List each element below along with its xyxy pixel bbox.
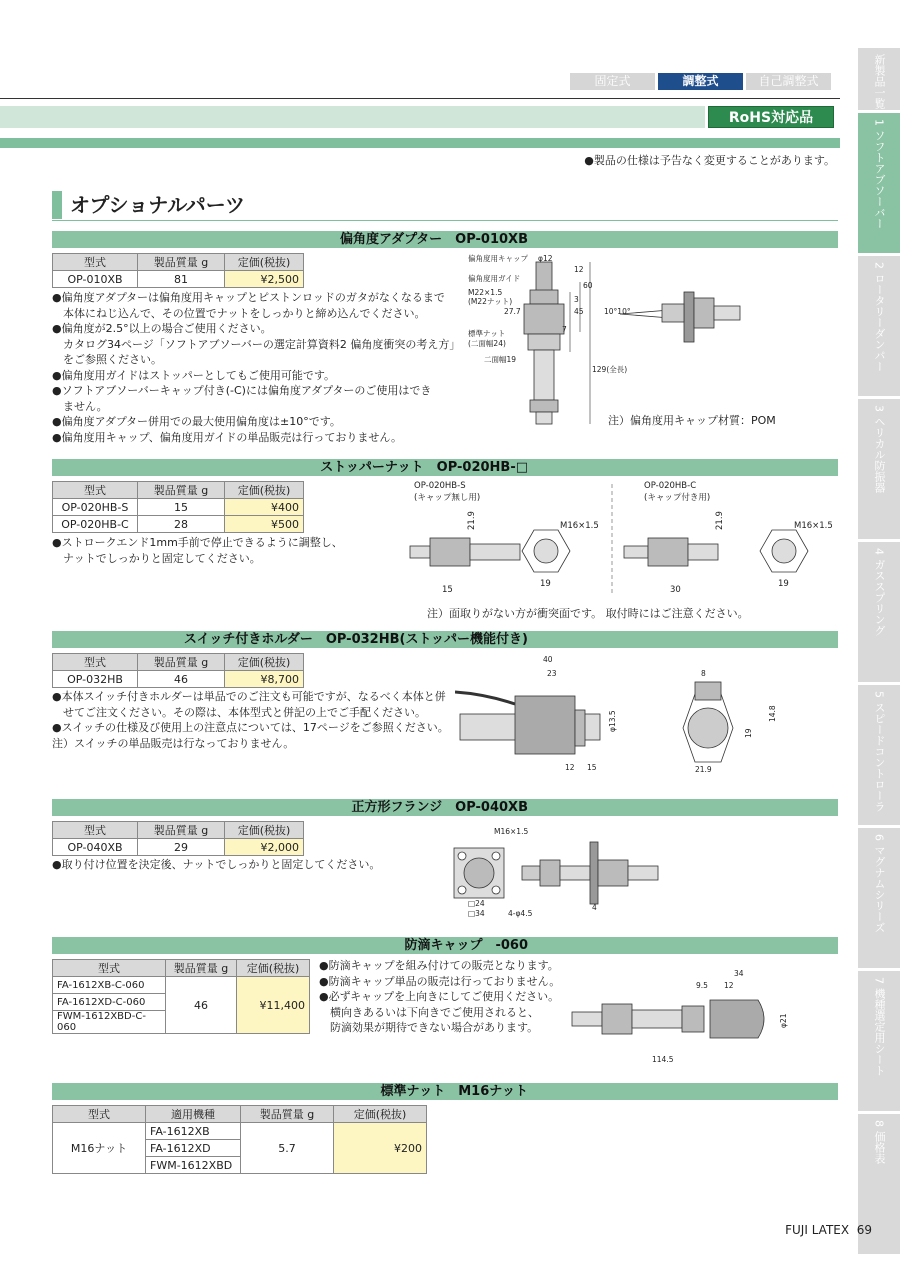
adapter-guide <box>530 290 558 304</box>
side-tab-label: 価格表 <box>873 1130 886 1164</box>
cell-price: ¥500 <box>225 516 304 533</box>
lock-nut <box>530 400 558 412</box>
drip-cap-notes <box>319 958 560 1036</box>
side-tab-num: 4 <box>872 548 886 555</box>
dim-phi21: φ21 <box>779 1013 788 1028</box>
spec-change-notice: ●製品の仕様は予告なく変更することがあります。 <box>584 154 835 167</box>
table-row <box>53 516 304 533</box>
side-tab-3[interactable] <box>858 399 900 539</box>
cell-weight: 46 <box>166 977 237 1034</box>
side-tab-num: 6 <box>872 834 886 841</box>
dim-27-7: 27.7 <box>504 307 521 316</box>
label-m22-nut: (M22ナット) <box>468 297 513 306</box>
rohs-badge: RoHS対応品 <box>708 106 834 128</box>
note-line: ナットでしっかりと固定してください。 <box>52 551 261 565</box>
side-tab-num: 5 <box>872 691 886 698</box>
note-line: ません。 <box>52 399 108 413</box>
side-tab-num: 2 <box>872 262 886 269</box>
dim-holes: 4-φ4.5 <box>508 909 533 918</box>
dim-19: 19 <box>540 579 551 589</box>
label-std-nut: 標準ナット <box>468 329 506 338</box>
col-price: 定価(税抜) <box>225 822 304 839</box>
dim-21-9-c: 21.9 <box>715 511 725 530</box>
cell-price: ¥11,400 <box>237 977 310 1034</box>
dim-sq24: □24 <box>468 899 485 908</box>
dim-15: 15 <box>442 585 453 595</box>
table-row <box>53 977 310 994</box>
col-model: 型式 <box>53 822 138 839</box>
dim-23: 23 <box>547 669 557 678</box>
label-m22: M22×1.5 <box>468 288 503 297</box>
chamfer-note: 注）面取りがない方が衝突面です。 取付時にはご注意ください。 <box>427 607 749 620</box>
tab-fixed[interactable]: 固定式 <box>570 73 655 90</box>
brand-name: FUJI LATEX <box>785 1223 850 1237</box>
note-line: ●必ずキャップを上向きにしてご使用ください。 <box>319 990 560 1003</box>
note-line: ●偏角度アダプター併用での最大使用偏角度は±10°です。 <box>52 415 341 428</box>
table-row <box>53 271 304 288</box>
cell-applicable: FA-1612XD <box>146 1140 241 1157</box>
cap-material-note: 注）偏角度用キャップ材質：POM <box>608 414 776 427</box>
col-applicable: 適用機種 <box>146 1106 241 1123</box>
note-line: ●ソフトアブソーバーキャップ付き(-C)には偏角度アダプターのご使用はでき <box>52 384 432 397</box>
note-line: ●ストロークエンド1mm手前で停止できるように調整し、 <box>52 536 343 549</box>
side-tab-label: ガススプリング <box>873 558 886 636</box>
top-rule <box>0 98 840 99</box>
page-footer <box>785 1223 872 1237</box>
side-tab-num: 1 <box>872 119 886 126</box>
cell-model: OP-040XB <box>53 839 138 856</box>
dim-7: 7 <box>562 325 567 334</box>
note-line: ●防滴キャップを組み付けての販売となります。 <box>319 959 559 972</box>
side-tab-2[interactable] <box>858 256 900 396</box>
cell-model: OP-020HB-C <box>53 516 138 533</box>
angle-adapter-side-view <box>620 292 740 342</box>
spec-table-standard-nut <box>52 1105 427 1174</box>
note-line: 防滴効果が期待できない場合があります。 <box>319 1021 539 1034</box>
dim-phi12: φ12 <box>538 254 553 263</box>
dim-19-c: 19 <box>778 579 789 589</box>
col-model: 型式 <box>53 1106 146 1123</box>
cell-price: ¥2,500 <box>225 271 304 288</box>
dim-12: 12 <box>574 265 584 274</box>
col-price: 定価(税抜) <box>225 654 304 671</box>
side-tab-label: 機種選定用シート <box>873 987 886 1076</box>
drip-cap-drawing <box>560 966 800 1070</box>
col-weight: 製品質量 g <box>138 254 225 271</box>
note-line: ●偏角度用ガイドはストッパーとしてもご使用可能です。 <box>52 368 336 382</box>
side-tab-num: 3 <box>872 405 886 412</box>
spec-table-drip-cap <box>52 959 310 1034</box>
note-line: をご参照ください。 <box>52 353 162 366</box>
side-tab-new[interactable] <box>858 48 900 110</box>
dim-21-9: 21.9 <box>467 511 477 530</box>
cell-model: FA-1612XD-C-060 <box>53 994 166 1011</box>
cell-price: ¥200 <box>334 1123 427 1174</box>
table-row <box>53 839 304 856</box>
dim-114-5: 114.5 <box>652 1055 674 1064</box>
adapter-nut <box>524 304 564 334</box>
square-flange-notes <box>52 857 380 873</box>
cell-price: ¥400 <box>225 499 304 516</box>
dim-12: 12 <box>724 981 734 990</box>
section-title-stopper-nut: ストッパーナット OP-020HB-□ <box>52 459 838 476</box>
table-row <box>53 1123 427 1140</box>
side-tab-label: ソフトアブソーバー <box>873 129 886 229</box>
cell-model: OP-020HB-S <box>53 499 138 516</box>
dim-21-9: 21.9 <box>695 765 712 774</box>
angle-adapter-drawing <box>440 252 770 434</box>
dim-3: 3 <box>574 295 579 304</box>
type-tabs <box>570 73 831 90</box>
dim-129-total: 129(全長) <box>592 365 628 374</box>
label-hb-s: OP-020HB-S <box>414 481 466 491</box>
cell-weight: 81 <box>138 271 225 288</box>
side-tab-label: ロータリーダンパー <box>873 272 886 372</box>
col-model: 型式 <box>53 254 138 271</box>
label-no-cap: (キャップ無し用) <box>414 493 481 503</box>
adapter-cap <box>536 262 552 292</box>
side-tab-6[interactable] <box>858 828 900 968</box>
side-tab-label: ヘリカル防振器 <box>873 415 886 493</box>
side-tab-5[interactable] <box>858 685 900 825</box>
angle-adapter-notes <box>52 290 460 445</box>
dim-12: 12 <box>565 763 575 772</box>
header-band <box>0 106 705 128</box>
cell-model: FA-1612XB-C-060 <box>53 977 166 994</box>
tab-adjustable[interactable]: 調整式 <box>658 73 743 90</box>
cell-weight: 46 <box>138 671 225 688</box>
stopper-nut-notes <box>52 535 343 566</box>
note-line: ●偏角度用キャップ、偏角度用ガイドの単品販売は行っておりません。 <box>52 430 403 444</box>
dim-sq34: □34 <box>468 909 485 918</box>
dim-m16: M16×1.5 <box>560 521 599 531</box>
table-row <box>53 671 304 688</box>
cell-weight: 15 <box>138 499 225 516</box>
note-line: せてご注文ください。その際は、本体型式と併記の上でご手配ください。 <box>52 705 426 719</box>
spec-table-switch-holder <box>52 653 304 688</box>
switch-holder-notes <box>52 689 449 751</box>
side-tab-num: 8 <box>872 1120 886 1127</box>
note-line: カタログ34ページ「ソフトアブソーバーの選定計算資料2 偏角度衝突の考え方」 <box>52 337 461 351</box>
label-with-cap: (キャップ付き用) <box>644 493 711 503</box>
cell-model: FWM-1612XBD-C-060 <box>53 1011 166 1034</box>
square-flange-drawing <box>440 822 680 922</box>
page-number: 69 <box>856 1223 872 1237</box>
section-title-switch-holder: スイッチ付きホルダー OP-032HB(ストッパー機能付き) <box>52 631 838 648</box>
note-line: ●防滴キャップ単品の販売は行っておりません。 <box>319 974 561 988</box>
side-tab-7[interactable] <box>858 971 900 1111</box>
cell-weight: 28 <box>138 516 225 533</box>
page-title: オプショナルパーツ <box>52 191 245 219</box>
table-row <box>53 499 304 516</box>
standard-nut <box>528 334 560 350</box>
dim-30: 30 <box>670 585 681 595</box>
rod-end <box>536 412 552 424</box>
side-tab-label: スピードコントローラ <box>873 701 886 812</box>
col-price: 定価(税抜) <box>334 1106 427 1123</box>
note-line: ●偏角度が2.5°以上の場合ご使用ください。 <box>52 322 272 335</box>
spec-table-square-flange <box>52 821 304 856</box>
cell-applicable: FA-1612XB <box>146 1123 241 1140</box>
note-line: 本体にねじ込んで、その位置でナットをしっかりと締め込んでください。 <box>52 306 426 320</box>
dim-4: 4 <box>592 903 597 912</box>
stopper-nut-drawing <box>400 478 840 598</box>
col-price: 定価(税抜) <box>225 482 304 499</box>
note-line: 注）スイッチの単品販売は行なっておりません。 <box>52 736 295 750</box>
note-line: ●取り付け位置を決定後、ナットでしっかりと固定してください。 <box>52 858 381 871</box>
dim-9-5: 9.5 <box>696 981 708 990</box>
section-title-angle-adapter: 偏角度アダプター OP-010XB <box>52 231 838 248</box>
col-price: 定価(税抜) <box>225 254 304 271</box>
dim-45: 45 <box>574 307 584 316</box>
dim-14-8: 14.8 <box>768 705 777 722</box>
title-underline <box>52 220 838 221</box>
section-title-standard-nut: 標準ナット M16ナット <box>52 1083 838 1100</box>
side-tab-4[interactable] <box>858 542 900 682</box>
note-line: ●本体スイッチ付きホルダーは単品でのご注文も可能ですが、なるべく本体と併 <box>52 690 446 703</box>
side-tab-label: 新製品一覧 <box>873 54 886 109</box>
spec-table-stopper-nut <box>52 481 304 533</box>
note-line: 横向きあるいは下向きでご使用されると、 <box>319 1005 539 1019</box>
dim-phi13-5: φ13.5 <box>608 710 617 732</box>
side-tab-1[interactable] <box>858 113 900 253</box>
label-guide: 偏角度用ガイド <box>468 274 521 283</box>
col-weight: 製品質量 g <box>138 654 225 671</box>
col-weight: 製品質量 g <box>138 822 225 839</box>
body-rod <box>534 350 554 400</box>
col-model: 型式 <box>53 960 166 977</box>
side-index <box>858 48 900 1257</box>
label-width19: 二面幅19 <box>484 355 517 364</box>
label-hb-c: OP-020HB-C <box>644 481 697 491</box>
cell-model: OP-010XB <box>53 271 138 288</box>
dim-60: 60 <box>583 281 593 290</box>
dim-angle: 10°10° <box>604 307 631 316</box>
section-title-drip-cap: 防滴キャップ -060 <box>52 937 838 954</box>
dim-15: 15 <box>587 763 597 772</box>
col-weight: 製品質量 g <box>138 482 225 499</box>
cell-price: ¥2,000 <box>225 839 304 856</box>
tab-self-adjusting[interactable]: 自己調整式 <box>746 73 831 90</box>
col-model: 型式 <box>53 654 138 671</box>
note-line: ●スイッチの仕様及び使用上の注意点については、17ページをご参照ください。 <box>52 721 449 734</box>
switch-holder-drawing <box>455 652 785 777</box>
label-std-nut-width: (二面幅24) <box>468 339 506 348</box>
dim-40: 40 <box>543 655 553 664</box>
cell-applicable: FWM-1612XBD <box>146 1157 241 1174</box>
cell-model: M16ナット <box>53 1123 146 1174</box>
spec-table-angle-adapter <box>52 253 304 288</box>
dim-34: 34 <box>734 969 744 978</box>
col-model: 型式 <box>53 482 138 499</box>
cell-weight: 29 <box>138 839 225 856</box>
note-line: ●偏角度アダプターは偏角度用キャップとピストンロッドのガタがなくなるまで <box>52 291 445 304</box>
col-weight: 製品質量 g <box>166 960 237 977</box>
header-stripe <box>0 138 840 148</box>
side-tab-label: マグナムシリーズ <box>873 844 886 933</box>
col-weight: 製品質量 g <box>241 1106 334 1123</box>
dim-19: 19 <box>744 728 753 738</box>
cell-weight: 5.7 <box>241 1123 334 1174</box>
label-cap: 偏角度用キャップ <box>468 254 528 263</box>
cell-model: OP-032HB <box>53 671 138 688</box>
col-price: 定価(税抜) <box>237 960 310 977</box>
cell-price: ¥8,700 <box>225 671 304 688</box>
dim-m16-c: M16×1.5 <box>794 521 833 531</box>
side-tab-num: 7 <box>872 977 886 984</box>
dim-m16: M16×1.5 <box>494 827 529 836</box>
dim-8: 8 <box>701 669 706 678</box>
section-title-square-flange: 正方形フランジ OP-040XB <box>52 799 838 816</box>
